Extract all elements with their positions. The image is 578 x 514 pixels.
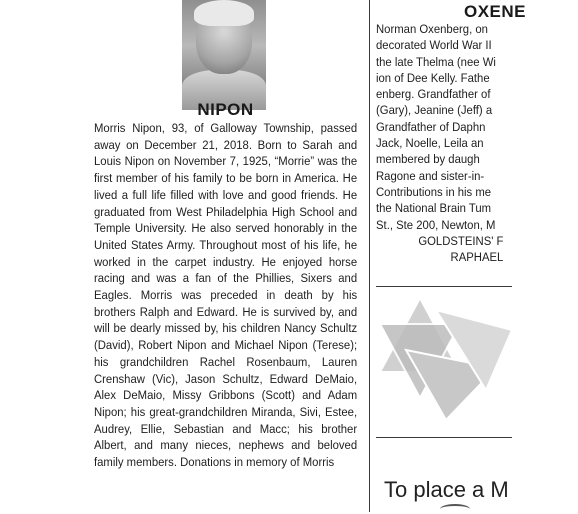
text-line: decorated World War II bbox=[376, 38, 492, 53]
obituary-nipon bbox=[94, 0, 357, 512]
text-line: Grandfather of Daphn bbox=[376, 119, 486, 134]
text-line: the late Thelma (nee Wi bbox=[376, 54, 496, 69]
text-line: the National Brain Tum bbox=[376, 201, 492, 216]
obituary-body-text-right bbox=[376, 21, 578, 265]
text-line: (Gary), Jeanine (Jeff) a bbox=[376, 103, 493, 118]
portrait-hair bbox=[194, 0, 254, 26]
text-line: St., Ste 200, Newton, M bbox=[376, 217, 496, 232]
obituary-surname-right: OXENE bbox=[464, 2, 527, 21]
text-line: Jack, Noelle, Leila an bbox=[376, 136, 484, 151]
text-line: Norman Oxenberg, on bbox=[376, 22, 488, 36]
text-line: membered by daugh bbox=[376, 152, 480, 167]
advertisement-graphic-fragment bbox=[440, 504, 470, 514]
text-line: Contributions in his me bbox=[376, 184, 492, 199]
portrait-photo bbox=[182, 0, 266, 102]
obituary-surname: NIPON bbox=[197, 100, 254, 119]
obituary-oxenberg bbox=[376, 0, 527, 512]
funeral-home-line: GOLDSTEINS' F bbox=[418, 233, 504, 248]
advertisement-headline: To place a M bbox=[384, 477, 509, 502]
section-divider-bottom bbox=[376, 437, 512, 438]
funeral-home-line-2: RAPHAEL bbox=[450, 250, 504, 265]
star-of-david-icon bbox=[376, 290, 512, 430]
section-divider-top bbox=[376, 286, 512, 287]
text-line: enberg. Grandfather of bbox=[376, 87, 491, 102]
obituary-body-text: Morris Nipon, 93, of Galloway Township, passed away on December 21, 2018. Born to Sarah and Louis Nipon on November 7, 1925, “Morrie” was the first member of his family to be born in America. He lived a full life filled with love and good friends. He graduated from West Philadelphia High School and Temple University. He also served honorably in the United States Army. Throughout most of his life, he worked in the carpet industry. He enjoyed horse racing and was a fan of the Phillies, Sixers and Eagles. Morris was preceded in death by his brothers Ralph and Edward. He is survived by, and will be dearly missed by, his children Nancy Schultz (David), Robert Nipon and Michael Nipon (Terese); his grandchildren Rachel Rosenbaum, Lauren Crenshaw (Vic), Jason Schultz, Edward DeMaio, Alex DeMaio, Missy Gribbons (Scott) and Adam Nipon; his great-grandchildren Miranda, Sivi, Estee, Audrey, Ellie, Sebastian and Macc; his brother Albert, and many nieces, nephews and beloved family members. Donations in memory of Morris bbox=[94, 121, 358, 470]
text-line: Ragone and sister-in- bbox=[376, 168, 485, 183]
column-divider bbox=[369, 0, 370, 512]
text-line: ion of Dee Kelly. Fathe bbox=[376, 70, 490, 85]
